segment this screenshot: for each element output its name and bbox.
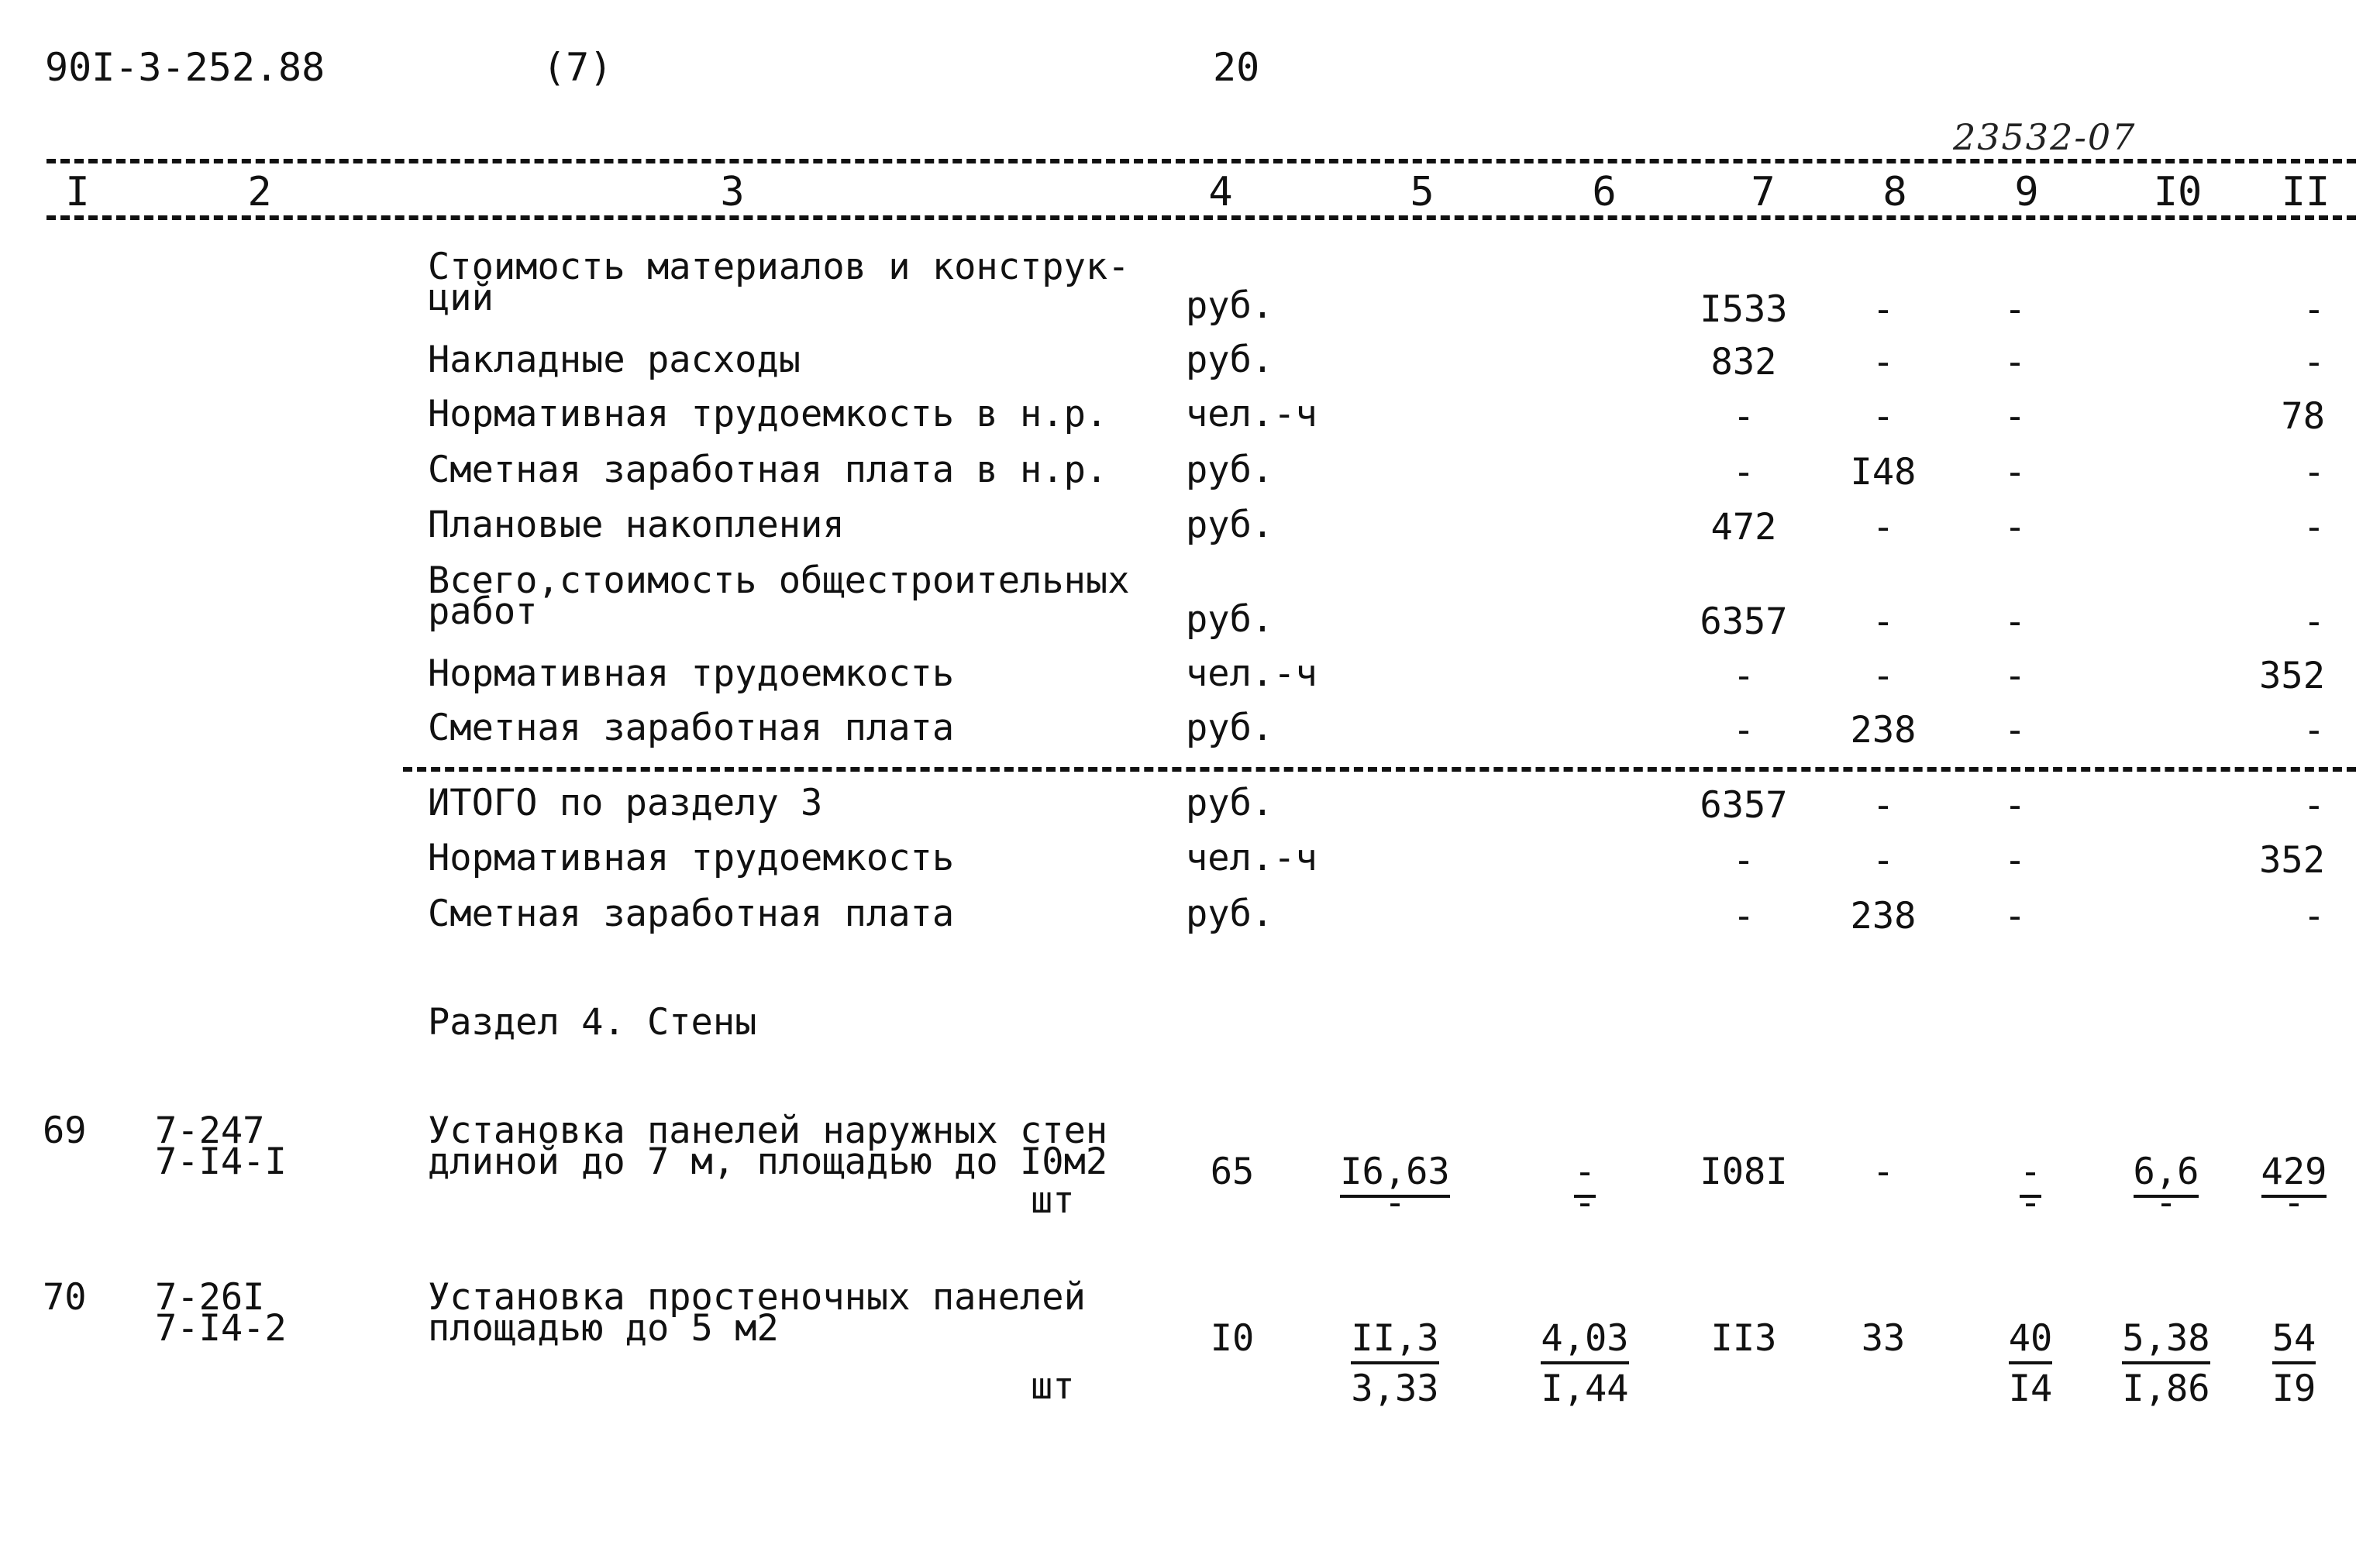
summary-row-unit: руб. <box>1186 339 1274 381</box>
row-c5-cell <box>1333 1317 1457 1360</box>
section-title: Раздел 4. Стены <box>428 1001 757 1044</box>
page-number: 20 <box>1213 45 1260 90</box>
summary-row-c7: - <box>1732 451 1755 494</box>
summary-row-name: Накладные расходы <box>428 339 801 381</box>
row-number: 70 <box>43 1276 87 1319</box>
row-c9b: I4 <box>2008 1368 2053 1410</box>
col-header-1: I <box>65 169 90 215</box>
row-c11b: - <box>2282 1182 2306 1224</box>
totals-row-c9: - <box>2003 784 2027 827</box>
row-c5: II,3 <box>1351 1317 1438 1364</box>
row-c10-cell <box>2104 1317 2228 1360</box>
col-header-5: 5 <box>1410 169 1435 215</box>
summary-row-unit: чел.-ч <box>1186 652 1317 695</box>
totals-row-c11: - <box>2303 784 2325 827</box>
summary-row-c8: I48 <box>1850 451 1917 494</box>
summary-row-c11: - <box>2303 288 2325 331</box>
summary-row-unit: руб. <box>1186 504 1274 546</box>
totals-row-name: Сметная заработная плата <box>428 893 955 935</box>
summary-row-c8: - <box>1872 655 1895 697</box>
totals-row-unit: руб. <box>1186 893 1274 935</box>
totals-row-unit: руб. <box>1186 782 1274 824</box>
col-header-6: 6 <box>1592 169 1617 215</box>
summary-row-c8: - <box>1872 395 1895 438</box>
row-c6-cell <box>1523 1317 1647 1360</box>
summary-row-c11: - <box>2303 506 2325 549</box>
summary-row-c9: - <box>2003 395 2027 438</box>
row-c11: 429 <box>2261 1151 2327 1198</box>
summary-row-c9: - <box>2003 600 2027 643</box>
row-c9b: - <box>2019 1182 2042 1224</box>
col-header-3: 3 <box>720 169 745 215</box>
row-c8: - <box>1872 1151 1895 1193</box>
summary-row-c11: 352 <box>2259 655 2325 697</box>
summary-row-c7: I533 <box>1700 288 1788 331</box>
summary-row-c7: 472 <box>1710 506 1777 549</box>
row-c10b: - <box>2154 1182 2178 1224</box>
totals-row-c8: 238 <box>1850 895 1917 937</box>
summary-row-c7: 6357 <box>1700 600 1788 643</box>
col-header-9: 9 <box>2014 169 2039 215</box>
totals-row-c8: - <box>1872 839 1895 882</box>
row-name-line1: Установка панелей наружных стен <box>428 1109 1108 1152</box>
totals-row-c11: 352 <box>2259 839 2325 882</box>
summary-row-c9: - <box>2003 451 2027 494</box>
col-header-8: 8 <box>1882 169 1907 215</box>
row-c4: 65 <box>1210 1151 1255 1193</box>
row-c10b: I,86 <box>2122 1368 2210 1410</box>
col-header-10: I0 <box>2153 169 2203 215</box>
totals-row-c7: - <box>1732 839 1755 882</box>
summary-row-c8: - <box>1872 506 1895 549</box>
row-c9: 40 <box>2009 1317 2053 1364</box>
row-c6b: I,44 <box>1541 1368 1629 1410</box>
row-name-line2: площадью до 5 м2 <box>428 1307 779 1350</box>
header-rule-bottom <box>46 215 2356 220</box>
summary-row-c8: - <box>1872 288 1895 331</box>
summary-row-unit: руб. <box>1186 284 1274 327</box>
row-c5b: 3,33 <box>1351 1368 1439 1410</box>
summary-row-c7: - <box>1732 395 1755 438</box>
col-header-11: II <box>2281 169 2330 215</box>
document-code: 90I-3-252.88 <box>45 45 325 90</box>
summary-row-c11: 78 <box>2281 395 2325 438</box>
summary-row-c8: - <box>1872 341 1895 384</box>
row-c10: 6,6 <box>2134 1151 2199 1198</box>
row-c5: I6,63 <box>1340 1151 1449 1198</box>
row-unit: шт <box>1031 1179 1075 1222</box>
row-unit: шт <box>1031 1365 1075 1408</box>
row-c8: 33 <box>1861 1317 1906 1360</box>
summary-row-unit: руб. <box>1186 707 1274 749</box>
row-c9: - <box>2020 1151 2041 1198</box>
row-c6: - <box>1574 1151 1596 1198</box>
totals-row-name: ИТОГО по разделу 3 <box>428 782 823 824</box>
row-code-primary: 7-247 <box>155 1109 265 1152</box>
summary-row-c9: - <box>2003 506 2027 549</box>
summary-row-c8: 238 <box>1850 709 1917 752</box>
row-code-secondary: 7-I4-2 <box>155 1307 287 1350</box>
summary-row-unit: руб. <box>1186 449 1274 491</box>
row-c6: 4,03 <box>1541 1317 1628 1364</box>
row-c7: I08I <box>1700 1151 1788 1193</box>
summary-row-name: Всего,стоимость общестроительных работ <box>428 559 1130 633</box>
row-name-line2: длиной до 7 м, площадью до I0м2 <box>428 1140 1108 1183</box>
summary-row-name: Нормативная трудоемкость <box>428 652 955 695</box>
col-header-2: 2 <box>247 169 272 215</box>
summary-row-unit: руб. <box>1186 598 1274 641</box>
summary-row-name: Плановые накопления <box>428 504 845 546</box>
row-c5b: - <box>1383 1182 1407 1224</box>
summary-row-c7: - <box>1732 709 1755 752</box>
row-c9-cell <box>1968 1317 2092 1360</box>
summary-row-unit: чел.-ч <box>1186 393 1317 435</box>
row-number: 69 <box>43 1109 87 1152</box>
summary-row-c11: - <box>2303 451 2325 494</box>
totals-row-c11: - <box>2303 895 2325 937</box>
row-c6b: - <box>1573 1182 1596 1224</box>
totals-row-unit: чел.-ч <box>1186 837 1317 879</box>
totals-row-c9: - <box>2003 839 2027 882</box>
summary-row-c7: 832 <box>1710 341 1777 384</box>
handwritten-stamp: 23532-07 <box>1953 116 2137 158</box>
totals-row-c7: - <box>1732 895 1755 937</box>
row-c11: 54 <box>2272 1317 2316 1364</box>
summary-row-c9: - <box>2003 288 2027 331</box>
summary-row-name: Сметная заработная плата в н.р. <box>428 449 1108 491</box>
col-header-4: 4 <box>1208 169 1233 215</box>
summary-row-name: Нормативная трудоемкость в н.р. <box>428 393 1108 435</box>
totals-divider <box>403 767 2356 772</box>
totals-row-name: Нормативная трудоемкость <box>428 837 955 879</box>
row-c11b: I9 <box>2272 1368 2316 1410</box>
summary-row-c11: - <box>2303 600 2325 643</box>
row-c11-cell <box>2232 1317 2356 1360</box>
summary-row-c11: - <box>2303 709 2325 752</box>
col-header-7: 7 <box>1751 169 1776 215</box>
totals-row-c7: 6357 <box>1700 784 1788 827</box>
summary-row-c9: - <box>2003 655 2027 697</box>
summary-row-c8: - <box>1872 600 1895 643</box>
row-c7: II3 <box>1710 1317 1777 1360</box>
totals-row-c9: - <box>2003 895 2027 937</box>
row-code-secondary: 7-I4-I <box>155 1140 287 1183</box>
summary-row-name: Стоимость материалов и конструк- ций <box>428 246 1130 319</box>
summary-row-c11: - <box>2303 341 2325 384</box>
row-c4: I0 <box>1210 1317 1255 1360</box>
row-c10: 5,38 <box>2122 1317 2210 1364</box>
header-rule-top <box>46 159 2356 163</box>
summary-row-c9: - <box>2003 709 2027 752</box>
summary-row-name: Сметная заработная плата <box>428 707 955 749</box>
summary-row-c7: - <box>1732 655 1755 697</box>
totals-row-c8: - <box>1872 784 1895 827</box>
row-code-primary: 7-26I <box>155 1276 265 1319</box>
row-name-line1: Установка простеночных панелей <box>428 1276 1086 1319</box>
sheet-number: (7) <box>542 45 613 90</box>
summary-row-c9: - <box>2003 341 2027 384</box>
